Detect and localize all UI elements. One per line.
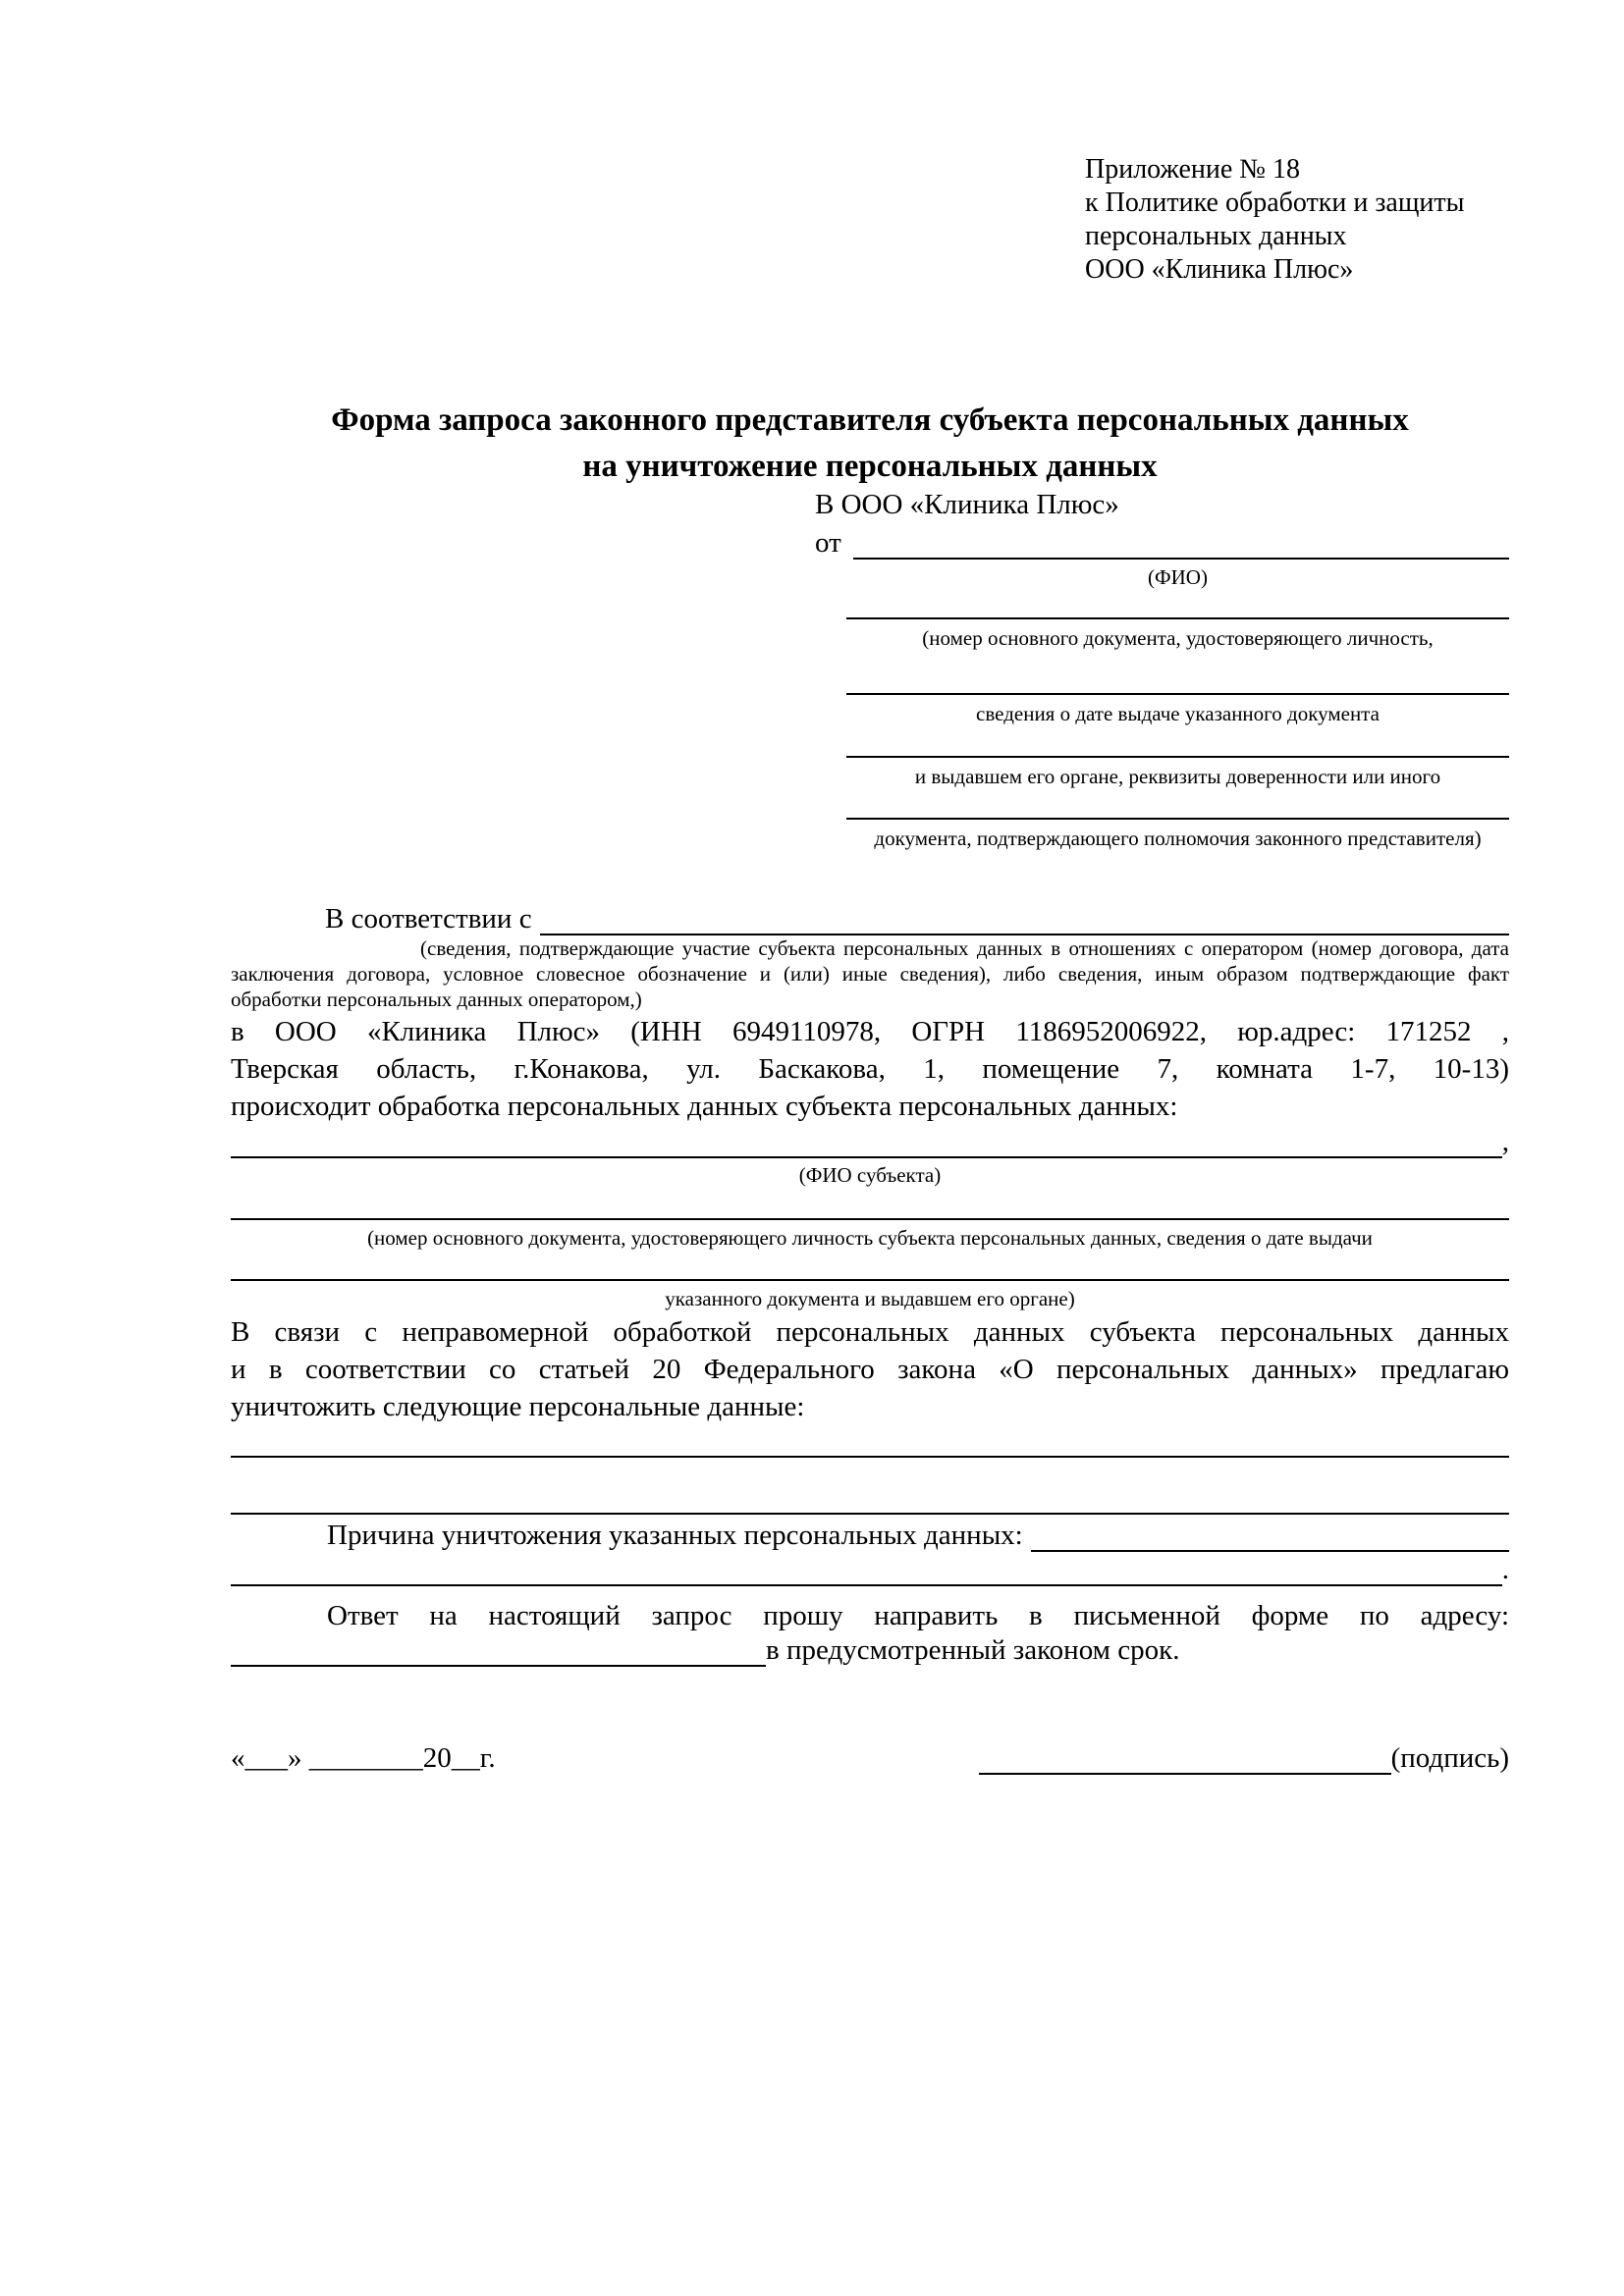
signature-row: [231, 1742, 1509, 1775]
issuing-authority-caption: и выдавшем его органе, реквизиты доверенности или иного: [914, 765, 1441, 788]
blank-line-subject-doc-2: [231, 1279, 1509, 1281]
blank-line-fio: [853, 558, 1509, 560]
request-line: и в соответствии со статьей 20 Федерального закона «О персональных данных» предлагаю: [231, 1354, 1509, 1385]
blank-line-reason-2: [231, 1584, 1502, 1586]
request-line: В связи с неправомерной обработкой персональных данных субъекта персональных данных: [231, 1316, 1509, 1348]
accordance-note-line: заключения договора, условное словесное обозначение и (или) иные сведения), либо сведения, иным образом подтверждающие факт: [231, 962, 1509, 986]
blank-line-subject-doc: [231, 1218, 1509, 1220]
date-blank: «___» ________20__г.: [231, 1742, 496, 1774]
subject-doc-caption-1: (номер основного документа, удостоверяющего личность субъекта персональных данных, сведения о дате выдачи: [367, 1226, 1373, 1250]
subject-fio-caption: (ФИО субъекта): [798, 1163, 942, 1187]
blank-line-data-2: [231, 1513, 1509, 1515]
addressee-org: В ООО «Клиника Плюс»: [815, 489, 1119, 520]
doc-number-caption: (номер основного документа, удостоверяющего личность,: [922, 626, 1434, 650]
accordance-lead: В соответствии с: [325, 903, 532, 934]
blank-line-issue-date: [846, 693, 1509, 695]
request-paragraph: [231, 1313, 1509, 1425]
blank-line-subject-fio: [231, 1156, 1502, 1158]
blank-line-issuing-authority: [846, 756, 1509, 758]
annex-header-line: ООО «Клиника Плюс»: [1085, 254, 1354, 285]
response-address-row: [231, 1635, 1509, 1667]
blank-line-address: [231, 1665, 766, 1667]
document-title-line1: Форма запроса законного представителя субъекта персональных данных: [331, 402, 1409, 438]
operator-line: происходит обработка персональных данных субъекта персональных данных:: [231, 1091, 1178, 1122]
subject-fio-row: [231, 1127, 1509, 1158]
annex-header: [1085, 153, 1464, 287]
accordance-row: [231, 902, 1509, 935]
operator-paragraph: [231, 1013, 1509, 1125]
annex-header-line: персональных данных: [1085, 221, 1347, 251]
response-tail: в предусмотренный законом срок.: [766, 1634, 1180, 1666]
from-label: от: [815, 527, 841, 559]
authority-doc-caption: документа, подтверждающего полномочия законного представителя): [874, 827, 1482, 850]
reason-continuation-row: [231, 1556, 1509, 1586]
accordance-note-line: (сведения, подтверждающие участие субъекта персональных данных в отношениях с оператором (номер договора, дата: [420, 936, 1509, 960]
operator-line: Тверская область, г.Конакова, ул. Баскакова, 1, помещение 7, комната 1-7, 10-13): [231, 1053, 1509, 1085]
accordance-note: [231, 935, 1509, 1012]
document-title: [231, 398, 1509, 490]
blank-line-signature: [979, 1773, 1391, 1775]
blank-line-doc-number: [846, 617, 1509, 619]
reason-label: Причина уничтожения указанных персональных данных:: [327, 1520, 1023, 1551]
blank-line-authority-doc: [846, 818, 1509, 820]
fio-caption: (ФИО): [1148, 565, 1208, 589]
annex-header-line: к Политике обработки и защиты: [1085, 187, 1465, 218]
request-line: уничтожить следующие персональные данные:: [231, 1391, 805, 1422]
issue-date-caption: сведения о дате выдаче указанного документа: [976, 702, 1380, 725]
trailing-period: .: [1501, 1554, 1509, 1585]
signature-caption: (подпись): [1390, 1742, 1509, 1774]
accordance-note-line: обработки персональных данных оператором,): [231, 988, 642, 1011]
subject-doc-caption-2: указанного документа и выдавшем его органе): [665, 1287, 1075, 1310]
response-line: Ответ на настоящий запрос прошу направить в письменной форме по адресу:: [327, 1600, 1509, 1631]
from-row: [815, 528, 1509, 560]
blank-line-reason: [1031, 1550, 1509, 1552]
operator-line: в ООО «Клиника Плюс» (ИНН 6949110978, ОГРН 1186952006922, юр.адрес: 171252 ,: [231, 1016, 1509, 1047]
reason-row: [231, 1521, 1509, 1552]
trailing-comma: ,: [1501, 1126, 1509, 1157]
blank-line-data-1: [231, 1456, 1509, 1458]
signature-group: [979, 1742, 1509, 1775]
annex-header-line: Приложение № 18: [1085, 154, 1300, 185]
document-title-line2: на уничтожение персональных данных: [582, 449, 1158, 484]
